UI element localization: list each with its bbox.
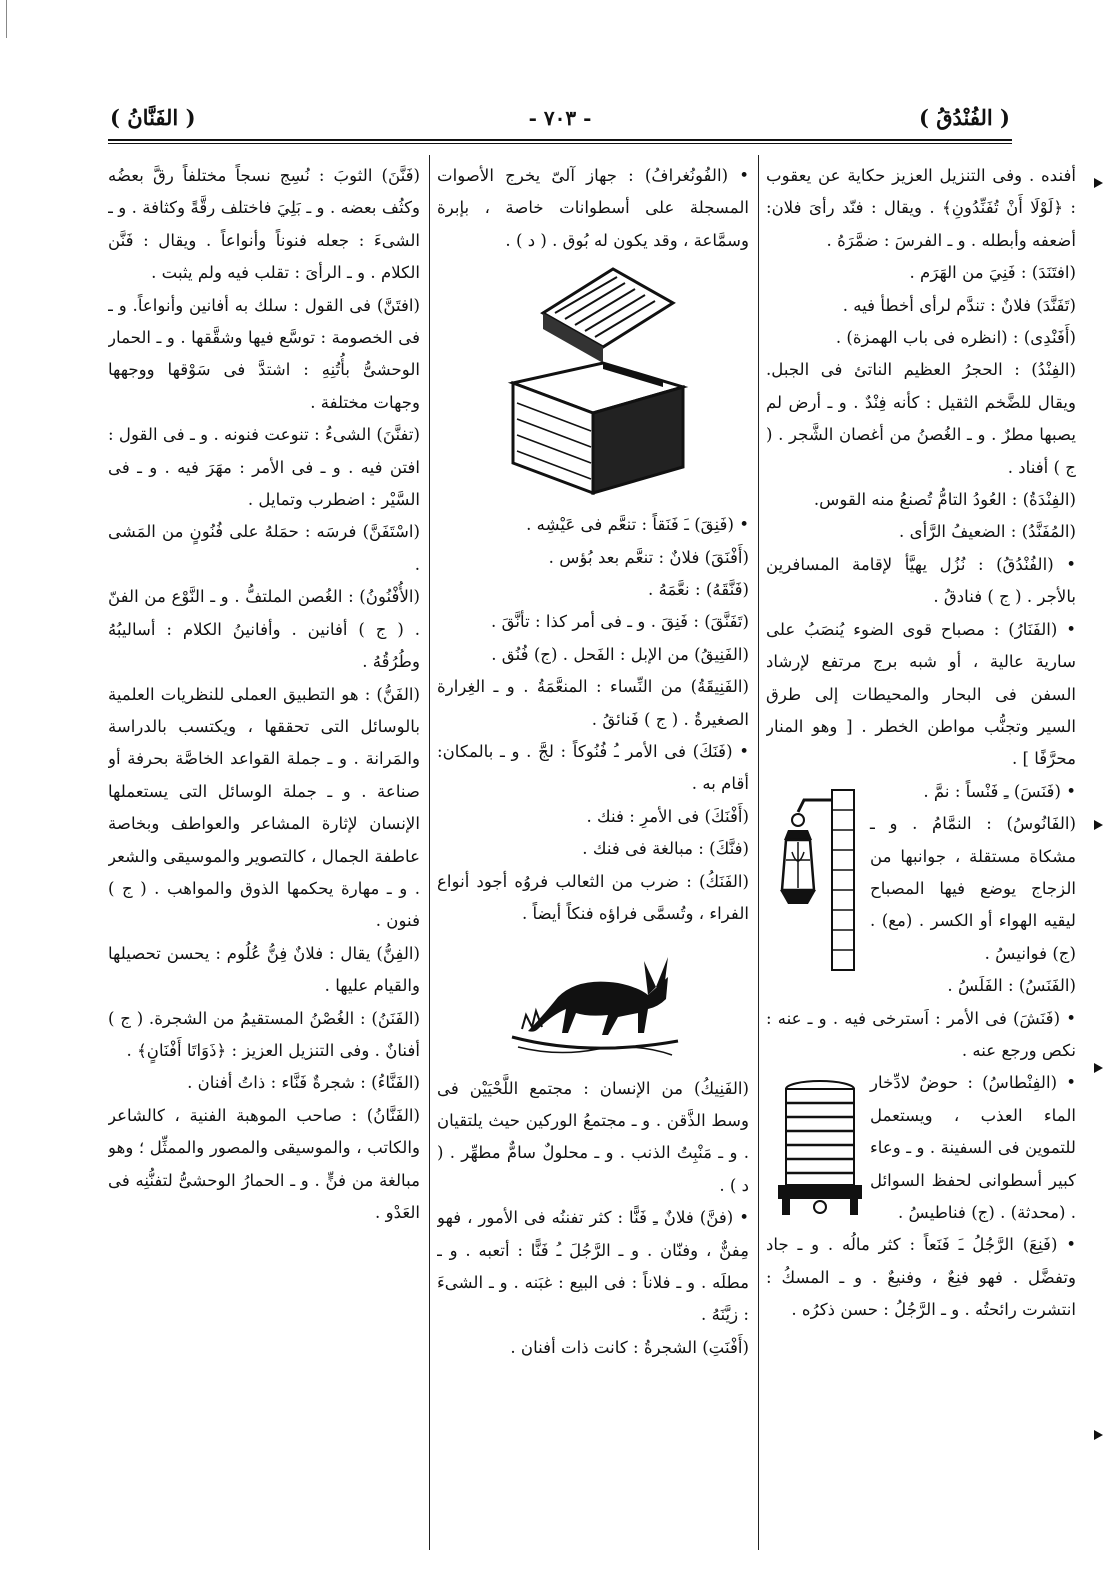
entry-text: • (الفِنْطاسُ) : حوضٌ لادِّخار الماء العذب ، ويستعمل للتموين فى السفينة . و ـ وعاء كبير أسطوانى لحفظ السوائل . (محدثة) . (ج) فناطيسُ . bbox=[870, 1073, 1076, 1222]
entry-text: (افتَنَّ) فى القول : سلك به أفانين وأنواعاً. و ـ فى الخصومة : توسَّع فيها وشقَّقها . و ـ الحمار الوحشىُّ بأُتُنِهِ : اشتدَّ فى سَوْقها ووجهها وجهات مختلفة . bbox=[108, 295, 420, 412]
entry-text: (الفَنِيقَةُ) من النِّساء : المنعَّمَةُ . و ـ الغِرارة الصغيرةُ . ( ج ) فَنائقُ . bbox=[437, 677, 749, 729]
entry-text: (الفَانُوسُ) : النمَّامُ . و ـ مشكاة مستقلة ، جوانبها من الزجاج يوضع فيها المصباح ليقيه الهواء أو الكسر . (مع) . (ج) فوانيسُ . bbox=[870, 814, 1076, 963]
column-divider bbox=[758, 155, 759, 1550]
column-right bbox=[766, 160, 1076, 1520]
page-header bbox=[110, 100, 1010, 136]
entry-text: (الفَنَكُ) : ضرب من الثعالب فروُه أجود أنواع الفراء ، وتُسمَّى فراؤه فنكاً أيضاً . bbox=[437, 871, 749, 924]
lantern-illustration bbox=[774, 780, 866, 980]
entry-text: • (فنَّ) فلانٌ ـِ فَنًّا : كثر تفننُه فى الأمور ، فهو مِفنٌّ ، وفنّان . و ـ الرَّجُلَ ـُ فَنًّا : أتعبه . و ـ مطلَه . و ـ فلاناً : فى البيع : غبَنه . و ـ الشىءَ : زيَّنَهُ . bbox=[437, 1208, 749, 1325]
entry-text: أفنده . وفى التنزيل العزيز حكاية عن يعقوب : ﴿لَوْلَا أَنْ تُفَنِّدُونِ﴾ . ويقال : فنّد رأىَ فلان: أضعفه وأبطله . و ـ الفرسَ : ضمَّرَهُ . bbox=[766, 166, 1076, 250]
entry-text: (الفَنَّاءُ) : شجرةٌ فَنَّاء : ذاتُ أفنان . bbox=[187, 1073, 420, 1093]
entry-text: (اسْتَفَنَّ) فرسَه : حمَلهُ على فُنُونٍ من المَشى . bbox=[108, 522, 420, 574]
entry-text: (الفِنْدُ) : الحجرُ العظيم الناتئ فى الجبل. ويقال للضَّخم الثقيل : كأنه فِنْدٌ . و ـ أرض لم يصبها مطرٌ . و ـ الغُصنُ من أغصان الشَّجر . ( ج ) أفناد . bbox=[766, 360, 1076, 477]
header-last-word: ( الفَنَّانُ ) bbox=[110, 105, 196, 130]
entry-text: (تَفَنَّدَ) فلانٌ : تندَّم لرأى أخطأ فيه . bbox=[842, 295, 1076, 315]
entry-text: (تَفَنَّقَ) : فَنِقَ . و ـ فى أمر كذا : تأنَّقَ . bbox=[491, 612, 749, 632]
margin-mark bbox=[1094, 1430, 1103, 1440]
fennec-fox-illustration bbox=[498, 937, 688, 1067]
entry-text: (تفنَّنَ) الشىءُ : تنوعت فنونه . و ـ فى القول : افتن فيه . و ـ فى الأمر : مهَرَ فيه . و ـ فى السَّيْر : اضطرب وتمايل . bbox=[108, 425, 420, 510]
entry-text: • (فَنَكَ) فى الأمر ـُ فُنُوكاً : لجَّ . و ـ بالمكان: أقام به . bbox=[437, 742, 749, 794]
entry-text: • (فَنِقَ) ـَ فَنَقاً : تنعَّم فى عَيْشِه . bbox=[526, 515, 749, 535]
entry-text: (فَنَّنَ) الثوبَ : نُسِج نسجاً مختلفاً رقَّ بعضُه وكثُف بعضه . و ـ بَلِيَ فاختلف رقَّةً وكثافة . و ـ الشىءَ : جعله فنوناً وأنواعاً . ويقال : فَنَّن الكلام . و ـ الرأىَ : تقلب فيه ولم يثبت . bbox=[108, 166, 420, 283]
header-rule-thin bbox=[108, 143, 1012, 144]
entry-text: • (فَنَسَ) ـِ فَنْساً : نمَّ . bbox=[923, 781, 1076, 801]
header-first-word: ( الفُنْدُقُ ) bbox=[918, 105, 1010, 130]
phonograph-illustration bbox=[483, 263, 703, 503]
entry-text: • (فَنَشَ) فى الأمر : اَسترخى فيه . و ـ عنه : نكص ورجع عنه . bbox=[766, 1008, 1076, 1060]
entry-text: (أَفْنَكَ) فى الأمرِ : فنك . bbox=[586, 806, 749, 826]
margin-mark bbox=[1094, 178, 1103, 188]
entry-text: (الفَنَنُ) : الغُصْنُ المستقيمُ من الشجرة. ( ج ) أفنانٌ . وفى التنزيل العزيز : ﴿ذَوَاتَا أَفْنَانٍ﴾ . bbox=[108, 1008, 420, 1060]
entry-text: (افتَنَدَ) : فَنِيَ من الهَرَم . bbox=[909, 263, 1076, 283]
entry-text: (الأُفْنُونُ) : الغُصن الملتفُّ . و ـ النَّوْع من الفنّ . ( ج ) أفانين . وأفانينُ الكلام : أساليبُهُ وطُرُقُهُ . bbox=[108, 587, 420, 672]
column-divider bbox=[429, 155, 430, 1550]
entry-text: (أَفْنَقَ) فلانٌ : تنعَّم بعد بُؤس . bbox=[548, 547, 749, 567]
page-number: - ٧٠٣ - bbox=[528, 106, 592, 130]
entry-text: (الفَنِيكُ) من الإنسان : مجتمع اللَّحْيَيْن فى وسط الذَّقن . و ـ مجتمعُ الوركين حيث يلتقيان . و ـ مَنْبِتُ الذنب . و ـ محلولٌ سامٌّ مطهِّر . ( د ) . bbox=[437, 1078, 749, 1195]
entry-text: (فنَّكَ) : مبالغة فى فنك . bbox=[582, 839, 749, 859]
margin-mark bbox=[1094, 1063, 1103, 1073]
entry-text: (الفَنَّانُ) : صاحب الموهبة الفنية ، كالشاعر والكاتب ، والموسيقى والمصور والممثِّل ؛ وهو مبالغة من فنٍّ . و ـ الحمارُ الوحشىُّ لتفنُّنِه فى العَدْو . bbox=[108, 1105, 420, 1222]
column-middle bbox=[437, 160, 749, 1520]
entry-text: (أَفَنْدِى) : (انظره فى باب الهمزة) . bbox=[835, 328, 1076, 348]
entry-text: • (الفُونُغرافُ) : جهاز آلىّ يخرج الأصوات المسجلة على أسطوانات خاصة ، بإبرة وسمَّاعة ، وقد يكون له بُوق . ( د ) . bbox=[437, 166, 749, 250]
entry-text: (الفِنُّ) يقال : فلانٌ فِنُّ عُلُوم : يحسن تحصيلها والقيام عليها . bbox=[108, 943, 420, 996]
entry-text: • (الفَنَارُ) : مصباح قوى الضوء يُنصَبُ على سارية عالية ، أو شبه برج مرتفع لإرشاد السفن فى البحار والمحيطات إلى طرق السير وتجنُّب مواطن الخطر . [ وهو المنار محرَّفًا ] . bbox=[766, 619, 1076, 769]
entry-text: (الفَنَسُ) : الفَلَسُ . bbox=[947, 976, 1076, 996]
entry-text: • (فَنِعَ) الرَّجُلُ ـَ فَنَعاً : كثر مالُه . و ـ جاد وتفضَّل . فهو فنِعٌ ، وفنيعٌ . و ـ المسكُ : انتشرت رائحتُه . و ـ الرَّجُلُ : حسن ذكرُه . bbox=[766, 1235, 1076, 1320]
entry-text: (الفَنُّ) : هو التطبيق العملى للنظريات العلمية بالوسائل التى تحققها ، ويكتسب بالدراسة والمَرانة . و ـ جملة القواعد الخاصَّة بحرفة أو صناعة . و ـ جملة الوسائل التى يستعملها الإنسان لإثارة المشاعر والعواطف وبخاصة عاطفة الجمال ، كالتصوير والموسيقى والشعر . و ـ مهارة يحكمها الذوق والمواهب . ( ج ) فنون . bbox=[108, 684, 420, 931]
header-rule bbox=[108, 139, 1012, 141]
scan-edge-line bbox=[6, 0, 7, 38]
entry-text: (الفِنْدَةُ) : العُودُ التامُّ تُصنعُ منه القوس. bbox=[813, 490, 1076, 510]
column-left bbox=[108, 160, 420, 1520]
entry-text: (أَفْنَتِ) الشجرةُ : كانت ذات أفنان . bbox=[510, 1337, 749, 1357]
margin-mark bbox=[1094, 820, 1103, 830]
entry-text: (فَنَّقَهُ) : نعَّمَهُ . bbox=[648, 580, 749, 600]
entry-text: • (الفُنْدُقُ) : نُزُل يهيَّأ لإقامة المسافرين بالأجر . ( ج ) فنادقُ . bbox=[766, 554, 1076, 607]
tank-illustration bbox=[774, 1071, 866, 1221]
entry-text: (الفَنِيقُ) من الإبل : الفَحل . (ج) فُنُق . bbox=[491, 644, 749, 664]
entry-text: (المُفَنَّدُ) : الضعيفُ الرَّأى . bbox=[899, 522, 1076, 542]
